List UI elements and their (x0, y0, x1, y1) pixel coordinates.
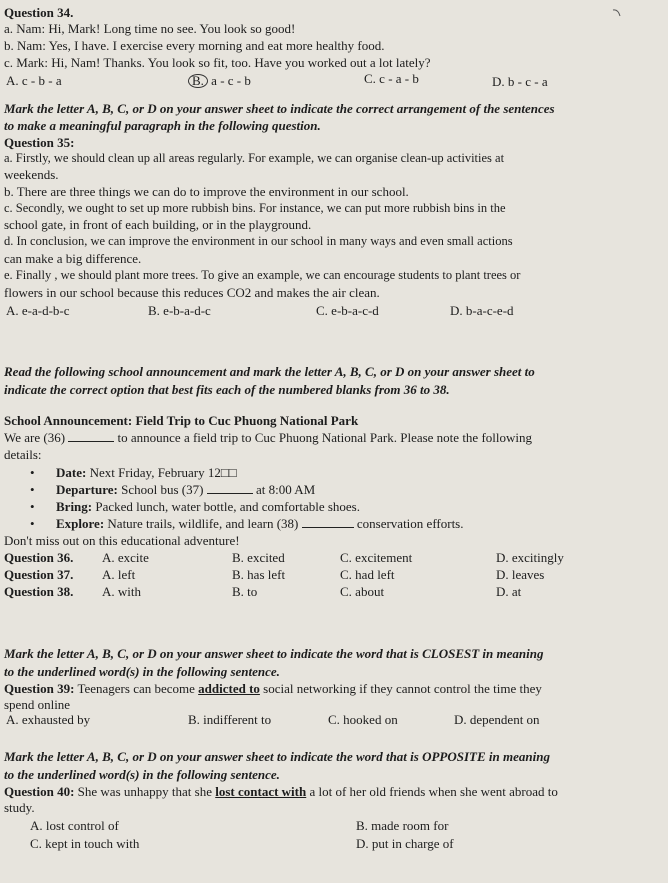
bullet-icon: • (30, 516, 35, 531)
q37-option-c[interactable]: C. had left (340, 567, 395, 582)
q36-option-c[interactable]: C. excitement (340, 550, 413, 565)
q35-line: weekends. (4, 167, 59, 182)
instruction-opposite-line1: Mark the letter A, B, C, or D on your answer sheet to indicate the word that is OPPOSITE in meaning (4, 749, 550, 764)
q40-option-a[interactable]: A. lost control of (30, 818, 119, 833)
q35-option-a[interactable]: A. e-a-d-b-c (6, 303, 70, 318)
q35-line: flowers in our school because this reduces CO2 and makes the air clean. (4, 285, 380, 300)
q35-line: school gate, in front of each building, or in the playground. (4, 217, 312, 232)
instruction-closest-line2: to the underlined word(s) in the following sentence. (4, 664, 280, 679)
detail-explore: Explore: Nature trails, wildlife, and learn (38) conservation efforts. (56, 516, 464, 531)
q36-option-a[interactable]: A. excite (102, 550, 149, 565)
q35-line: e. Finally , we should plant more trees. To give an example, we can encourage students to plant trees or (4, 268, 521, 282)
announcement-closing: Don't miss out on this educational adventure! (4, 533, 240, 548)
detail-departure: Departure: School bus (37) at 8:00 AM (56, 482, 316, 497)
detail-bring: Bring: Packed lunch, water bottle, and comfortable shoes. (56, 499, 360, 514)
q34-line-a: a. Nam: Hi, Mark! Long time no see. You look so good! (4, 21, 296, 36)
q38-option-b[interactable]: B. to (232, 584, 258, 599)
q40-stem: Question 40: She was unhappy that she lost contact with a lot of her old friends when she went abroad to (4, 784, 558, 799)
bullet-icon: • (30, 482, 35, 497)
instruction-closest-line1: Mark the letter A, B, C, or D on your answer sheet to indicate the word that is CLOSEST in meaning (4, 646, 544, 661)
q35-title: Question 35: (4, 135, 75, 150)
q40-stem-line2: study. (4, 800, 35, 815)
q39-option-c[interactable]: C. hooked on (328, 712, 398, 727)
q34-line-c: c. Mark: Hi, Nam! Thanks. You look so fit, too. Have you worked out a lot lately? (4, 55, 431, 70)
pen-mark-icon (612, 8, 622, 18)
q40-option-d[interactable]: D. put in charge of (356, 836, 454, 851)
q40-option-c[interactable]: C. kept in touch with (30, 836, 140, 851)
q39-option-a[interactable]: A. exhausted by (6, 712, 91, 727)
q40-underlined-phrase: lost contact with (215, 784, 307, 799)
q35-line: c. Secondly, we ought to set up more rubbish bins. For instance, we can put more rubbish bins in the (4, 201, 506, 215)
answer-circle: B. (188, 74, 208, 88)
announcement-details-label: details: (4, 447, 42, 462)
q37-option-a[interactable]: A. left (102, 567, 136, 582)
q39-stem-line2: spend online (4, 697, 71, 712)
q35-option-b[interactable]: B. e-b-a-d-c (148, 303, 211, 318)
instruction-opposite-line2: to the underlined word(s) in the following sentence. (4, 767, 280, 782)
bullet-icon: • (30, 499, 35, 514)
q34-option-b[interactable]: B. a - c - b (188, 73, 251, 88)
q39-option-b[interactable]: B. indifferent to (188, 712, 272, 727)
announcement-title: School Announcement: Field Trip to Cuc Phuong National Park (4, 413, 359, 428)
blank-36[interactable] (68, 431, 114, 442)
q36-option-d[interactable]: D. excitingly (496, 550, 564, 565)
q34-line-b: b. Nam: Yes, I have. I exercise every morning and eat more healthy food. (4, 38, 385, 53)
announcement-paragraph: We are (36) to announce a field trip to Cuc Phuong National Park. Please note the following (4, 430, 533, 445)
q34-title: Question 34. (4, 5, 74, 20)
blank-38[interactable] (302, 517, 354, 528)
instruction-announcement-line1: Read the following school announcement and mark the letter A, B, C, or D on your answer sheet to (4, 364, 535, 379)
q39-underlined-phrase: addicted to (198, 681, 260, 696)
q34-option-d[interactable]: D. b - c - a (492, 74, 548, 89)
instruction-arrangement-line2: to make a meaningful paragraph in the following question. (4, 118, 321, 133)
q40-option-b[interactable]: B. made room for (356, 818, 449, 833)
q34-option-a[interactable]: A. c - b - a (6, 73, 62, 88)
blank-37[interactable] (207, 483, 253, 494)
instruction-arrangement-line1: Mark the letter A, B, C, or D on your answer sheet to indicate the correct arrangement of the sentences (4, 101, 555, 116)
q37-option-b[interactable]: B. has left (232, 567, 286, 582)
q39-stem: Question 39: Teenagers can become addicted to social networking if they cannot control the time they (4, 681, 542, 696)
q39-option-d[interactable]: D. dependent on (454, 712, 540, 727)
q36-label: Question 36. (4, 550, 74, 565)
q35-option-d[interactable]: D. b-a-c-e-d (450, 303, 514, 318)
bullet-icon: • (30, 465, 35, 480)
q35-option-c[interactable]: C. e-b-a-c-d (316, 303, 379, 318)
q38-option-a[interactable]: A. with (102, 584, 141, 599)
q35-line: a. Firstly, we should clean up all areas regularly. For example, we can organise clean-up activities at (4, 151, 505, 165)
q37-option-d[interactable]: D. leaves (496, 567, 545, 582)
q35-line: b. There are three things we can do to improve the environment in our school. (4, 184, 409, 199)
q36-option-b[interactable]: B. excited (232, 550, 285, 565)
q35-line: d. In conclusion, we can improve the environment in our school in many ways and even small actions (4, 234, 513, 248)
detail-date: Date: Next Friday, February 12□□ (56, 465, 237, 480)
q35-line: can make a big difference. (4, 251, 142, 266)
q38-option-c[interactable]: C. about (340, 584, 385, 599)
instruction-announcement-line2: indicate the correct option that best fits each of the numbered blanks from 36 to 38. (4, 382, 450, 397)
q38-label: Question 38. (4, 584, 74, 599)
q37-label: Question 37. (4, 567, 74, 582)
q38-option-d[interactable]: D. at (496, 584, 522, 599)
q34-option-c[interactable]: C. c - a - b (364, 71, 419, 86)
